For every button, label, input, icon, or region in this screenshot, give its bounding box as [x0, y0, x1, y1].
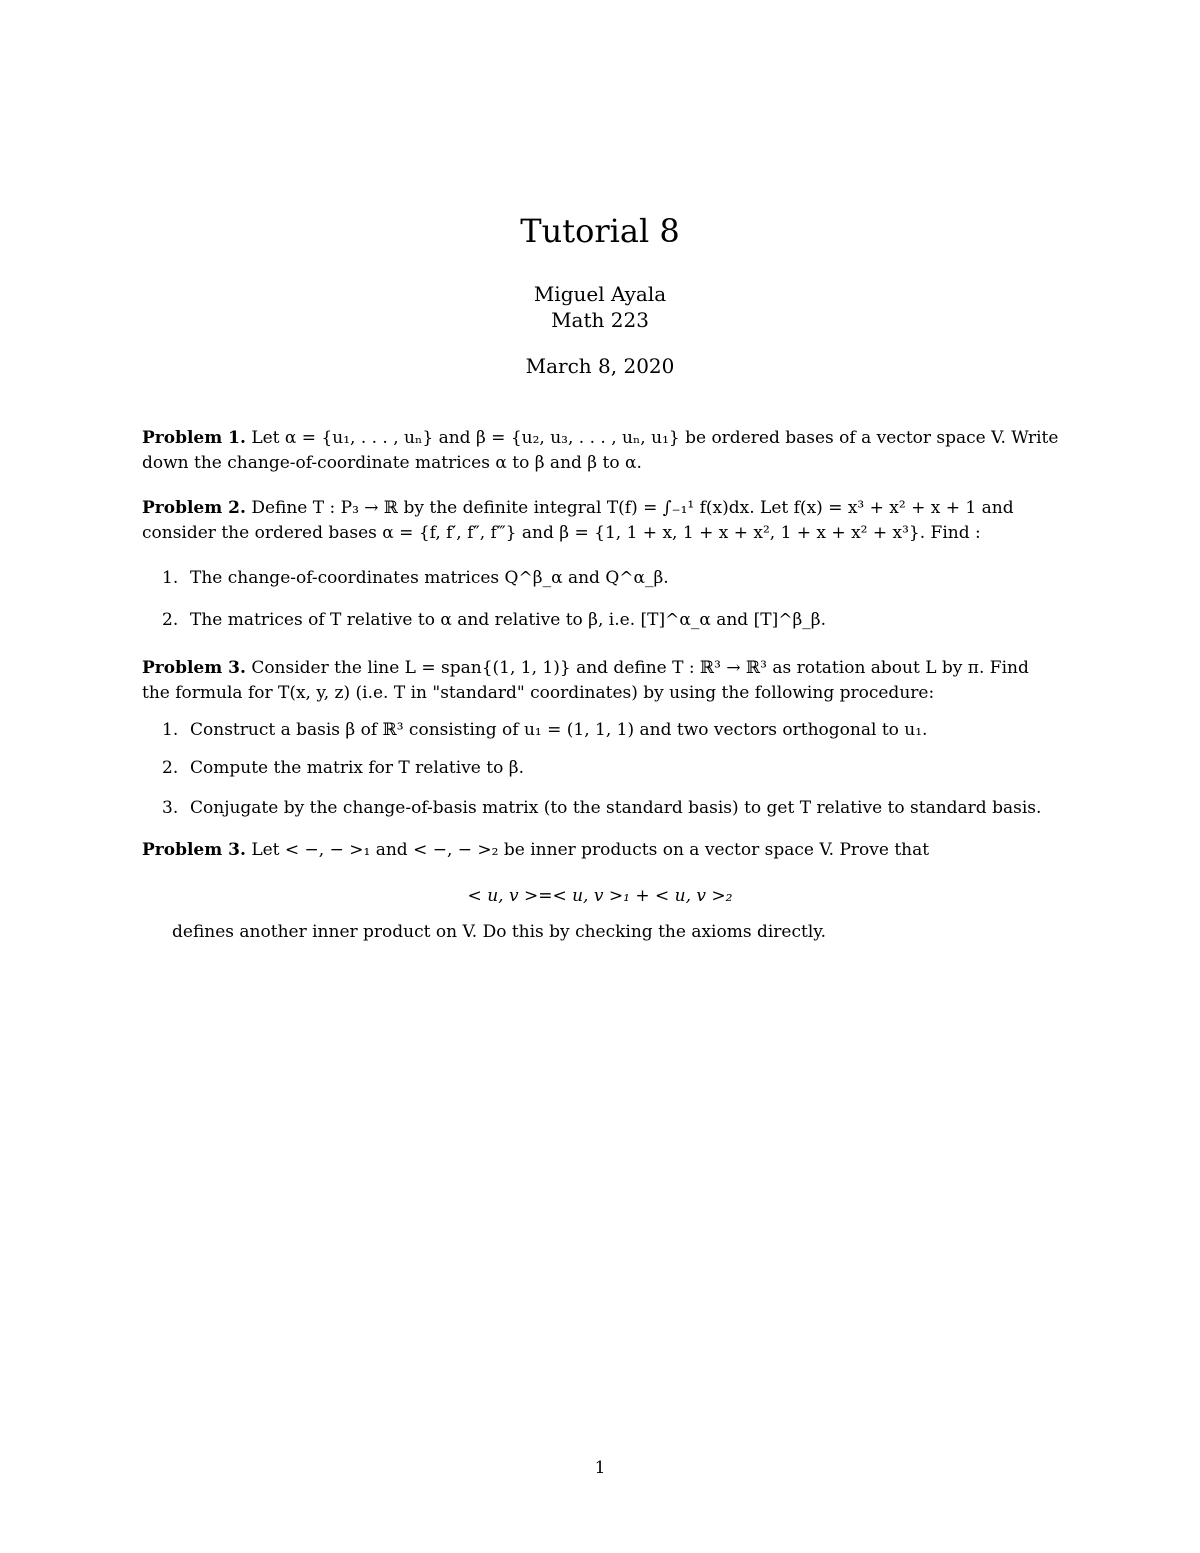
problem-3-item-3: 3. Conjugate by the change-of-basis matrix (to the standard basis) to get T relative to standard basis.	[162, 798, 1042, 818]
page-number: 1	[594, 1458, 606, 1478]
document-date: March 8, 2020	[525, 354, 675, 378]
problem-1-text: Let α = {u₁, . . . , uₙ} and β = {u₂, u₃, . . . , uₙ, u₁} be ordered bases of a vector space V. Write down the change-of-coordinate matrices α to β and β to α.	[142, 428, 1059, 473]
problem-1-label: Problem 1.	[142, 428, 246, 448]
problem-2-label: Problem 2.	[142, 498, 246, 518]
document-title: Tutorial 8	[520, 212, 680, 250]
problem-3-item-2: 2. Compute the matrix for T relative to β.	[162, 758, 524, 778]
problem-4-conclusion: defines another inner product on V. Do this by checking the axioms directly.	[172, 922, 827, 942]
problem-4-text: Let < −, − >₁ and < −, − >₂ be inner products on a vector space V. Prove that	[251, 840, 930, 860]
problem-2-item-2-text: The matrices of T relative to α and relative to β, i.e. [T]^α_α and [T]^β_β.	[190, 610, 827, 630]
problem-3-item-1-text: Construct a basis β of ℝ³ consisting of u₁ = (1, 1, 1) and two vectors orthogonal to u₁.	[190, 720, 928, 740]
problem-1	[142, 426, 1060, 476]
problem-4	[142, 838, 1060, 863]
problem-4-label: Problem 3.	[142, 840, 246, 860]
problem-2-item-1-text: The change-of-coordinates matrices Q^β_α and Q^α_β.	[190, 568, 669, 588]
problem-2-item-2: 2. The matrices of T relative to α and relative to β, i.e. [T]^α_α and [T]^β_β.	[162, 610, 827, 630]
problem-3-item-1: 1. Construct a basis β of ℝ³ consisting of u₁ = (1, 1, 1) and two vectors orthogonal to u₁.	[162, 720, 928, 740]
problem-2	[142, 496, 1060, 546]
problem-2-text: Define T : P₃ → ℝ by the definite integral T(f) = ∫₋₁¹ f(x)dx. Let f(x) = x³ + x² + x + 1 and consider the ordered bases α = {f, f′, f″, f‴} and β = {1, 1 + x, 1 + x + x², 1 + x + x² + x³}. Find :	[142, 498, 1014, 543]
problem-3-text: Consider the line L = span{(1, 1, 1)} and define T : ℝ³ → ℝ³ as rotation about L by π. Find the formula for T(x, y, z) (i.e. T in "standard" coordinates) by using the following procedure:	[142, 658, 1029, 703]
problem-3-item-2-text: Compute the matrix for T relative to β.	[190, 758, 524, 778]
course-name: Math 223	[551, 308, 649, 332]
problem-3-label: Problem 3.	[142, 658, 246, 678]
display-equation: < u, v >=< u, v >₁ + < u, v >₂	[467, 886, 733, 906]
author-name: Miguel Ayala	[533, 282, 667, 306]
problem-2-item-1: 1. The change-of-coordinates matrices Q^β_α and Q^α_β.	[162, 568, 669, 588]
problem-3-item-3-text: Conjugate by the change-of-basis matrix (to the standard basis) to get T relative to standard basis.	[190, 798, 1042, 818]
problem-3	[142, 656, 1060, 706]
